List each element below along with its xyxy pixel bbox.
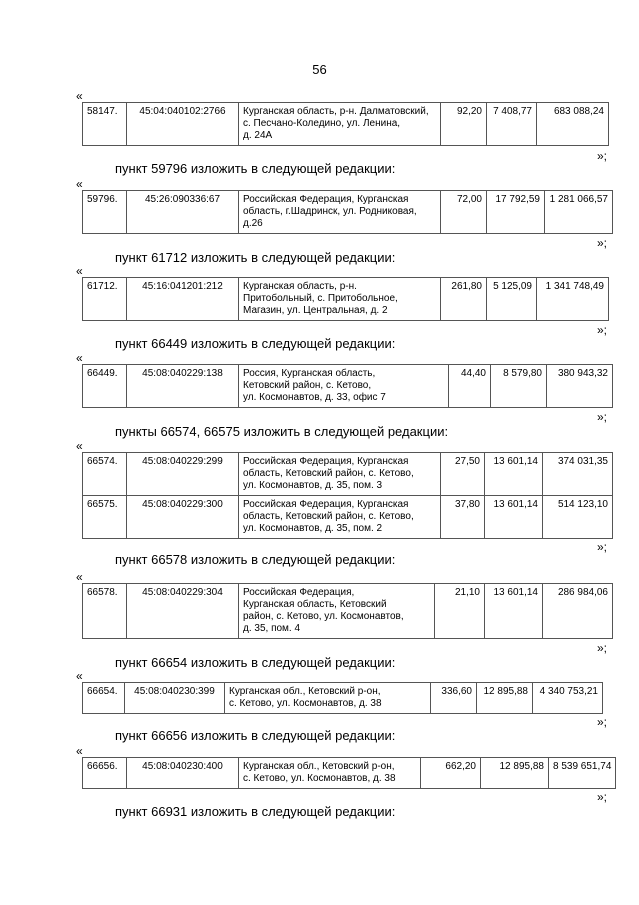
address-cell: [239, 103, 441, 146]
record-table: [82, 452, 613, 539]
area-value: 72,00: [441, 191, 487, 234]
area-value: 37,80: [441, 496, 485, 539]
table-row: [83, 453, 613, 496]
open-quote: «: [76, 351, 83, 365]
record-number: 59796.: [83, 191, 127, 234]
record-number: 66578.: [83, 584, 127, 639]
unit-price-value: 5 125,09: [487, 278, 537, 321]
section-instruction: пункт 66931 изложить в следующей редакции:: [115, 804, 396, 819]
address-cell: [239, 584, 435, 639]
close-quote: »;: [596, 410, 607, 424]
section-instruction: пункт 59796 изложить в следующей редакции:: [115, 161, 396, 176]
record-number: 58147.: [83, 103, 127, 146]
address-cell: [239, 453, 441, 496]
cadastral-value: 1 341 748,49: [537, 278, 609, 321]
record-number: 66656.: [83, 758, 127, 789]
address-line: д.26: [243, 218, 263, 229]
record-table: [82, 757, 616, 789]
address-line: ул. Космонавтов, д. 33, офис 7: [243, 392, 386, 403]
open-quote: «: [76, 669, 83, 683]
record-table: [82, 102, 609, 146]
address-cell: [239, 278, 441, 321]
area-value: 44,40: [449, 365, 491, 408]
cadastral-value: 514 123,10: [543, 496, 613, 539]
cadastral-value: 286 984,06: [543, 584, 613, 639]
address-line: Россия, Курганская область,: [243, 368, 376, 379]
record-table: [82, 583, 613, 639]
address-line: Магазин, ул. Центральная, д. 2: [243, 305, 388, 316]
unit-price-value: 17 792,59: [487, 191, 545, 234]
record-number: 66449.: [83, 365, 127, 408]
address-line: область, г.Шадринск, ул. Родниковая,: [243, 206, 417, 217]
unit-price-value: 13 601,14: [485, 453, 543, 496]
cadastral-number: 45:08:040230:399: [125, 683, 225, 714]
close-quote: »;: [596, 149, 607, 163]
section-instruction: пункт 61712 изложить в следующей редакции:: [115, 250, 396, 265]
address-line: область, Кетовский район, с. Кетово,: [243, 468, 414, 479]
cadastral-number: 45:16:041201:212: [127, 278, 239, 321]
area-value: 27,50: [441, 453, 485, 496]
address-line: Курганская обл., Кетовский р-он,: [243, 761, 395, 772]
address-line: Притобольный, с. Притобольное,: [243, 293, 398, 304]
address-line: область, Кетовский район, с. Кетово,: [243, 511, 414, 522]
cadastral-number: 45:08:040230:400: [127, 758, 239, 789]
area-value: 21,10: [435, 584, 485, 639]
section-instruction: пункты 66574, 66575 изложить в следующей редакции:: [115, 424, 449, 439]
record-number: 66654.: [83, 683, 125, 714]
address-line: с. Кетово, ул. Космонавтов, д. 38: [243, 773, 396, 784]
address-line: д. 24А: [243, 130, 273, 141]
section-instruction: пункт 66654 изложить в следующей редакции:: [115, 655, 396, 670]
table-row: [83, 683, 603, 714]
close-quote: »;: [596, 790, 607, 804]
address-line: ул. Космонавтов, д. 35, пом. 2: [243, 523, 383, 534]
address-line: Курганская обл., Кетовский р-он,: [229, 686, 381, 697]
record-table: [82, 364, 613, 408]
address-line: ул. Космонавтов, д. 35, пом. 3: [243, 480, 383, 491]
address-cell: [225, 683, 431, 714]
address-line: д. 35, пом. 4: [243, 623, 301, 634]
cadastral-value: 683 088,24: [537, 103, 609, 146]
address-line: Российская Федерация, Курганская: [243, 499, 409, 510]
table-row: [83, 584, 613, 639]
open-quote: «: [76, 177, 83, 191]
cadastral-number: 45:08:040229:138: [127, 365, 239, 408]
record-number: 61712.: [83, 278, 127, 321]
address-line: с. Песчано-Коледино, ул. Ленина,: [243, 118, 401, 129]
open-quote: «: [76, 439, 83, 453]
address-cell: [239, 496, 441, 539]
address-line: Российская Федерация, Курганская: [243, 456, 409, 467]
cadastral-value: 1 281 066,57: [545, 191, 613, 234]
page-number: 56: [312, 62, 327, 77]
close-quote: »;: [596, 323, 607, 337]
record-table: [82, 277, 609, 321]
address-line: Кетовский район, с. Кетово,: [243, 380, 372, 391]
cadastral-number: 45:26:090336:67: [127, 191, 239, 234]
cadastral-value: 4 340 753,21: [533, 683, 603, 714]
address-cell: [239, 191, 441, 234]
section-instruction: пункт 66449 изложить в следующей редакции:: [115, 336, 396, 351]
close-quote: »;: [596, 641, 607, 655]
table-row: [83, 103, 609, 146]
cadastral-number: 45:08:040229:300: [127, 496, 239, 539]
open-quote: «: [76, 570, 83, 584]
area-value: 92,20: [441, 103, 487, 146]
address-cell: [239, 365, 449, 408]
area-value: 662,20: [421, 758, 481, 789]
open-quote: «: [76, 744, 83, 758]
cadastral-value: 374 031,35: [543, 453, 613, 496]
record-table: [82, 682, 603, 714]
cadastral-value: 380 943,32: [547, 365, 613, 408]
area-value: 336,60: [431, 683, 477, 714]
close-quote: »;: [596, 236, 607, 250]
address-cell: [239, 758, 421, 789]
address-line: Российская Федерация, Курганская: [243, 194, 409, 205]
unit-price-value: 13 601,14: [485, 584, 543, 639]
unit-price-value: 8 579,80: [491, 365, 547, 408]
unit-price-value: 7 408,77: [487, 103, 537, 146]
record-table: [82, 190, 613, 234]
close-quote: »;: [596, 715, 607, 729]
address-line: район, с. Кетово, ул. Космонавтов,: [243, 611, 404, 622]
address-line: Курганская область, Кетовский: [243, 599, 387, 610]
close-quote: »;: [596, 540, 607, 554]
area-value: 261,80: [441, 278, 487, 321]
cadastral-number: 45:04:040102:2766: [127, 103, 239, 146]
record-number: 66574.: [83, 453, 127, 496]
table-row: [83, 278, 609, 321]
open-quote: «: [76, 264, 83, 278]
record-number: 66575.: [83, 496, 127, 539]
section-instruction: пункт 66578 изложить в следующей редакции:: [115, 552, 396, 567]
table-row: [83, 496, 613, 539]
section-instruction: пункт 66656 изложить в следующей редакции:: [115, 728, 396, 743]
unit-price-value: 12 895,88: [481, 758, 549, 789]
address-line: Курганская область, р-н. Далматовский,: [243, 106, 429, 117]
open-quote: «: [76, 89, 83, 103]
unit-price-value: 12 895,88: [477, 683, 533, 714]
unit-price-value: 13 601,14: [485, 496, 543, 539]
cadastral-number: 45:08:040229:304: [127, 584, 239, 639]
address-line: Курганская область, р-н.: [243, 281, 357, 292]
cadastral-number: 45:08:040229:299: [127, 453, 239, 496]
address-line: с. Кетово, ул. Космонавтов, д. 38: [229, 698, 382, 709]
cadastral-value: 8 539 651,74: [549, 758, 616, 789]
table-row: [83, 365, 613, 408]
table-row: [83, 191, 613, 234]
address-line: Российская Федерация,: [243, 587, 355, 598]
table-row: [83, 758, 616, 789]
